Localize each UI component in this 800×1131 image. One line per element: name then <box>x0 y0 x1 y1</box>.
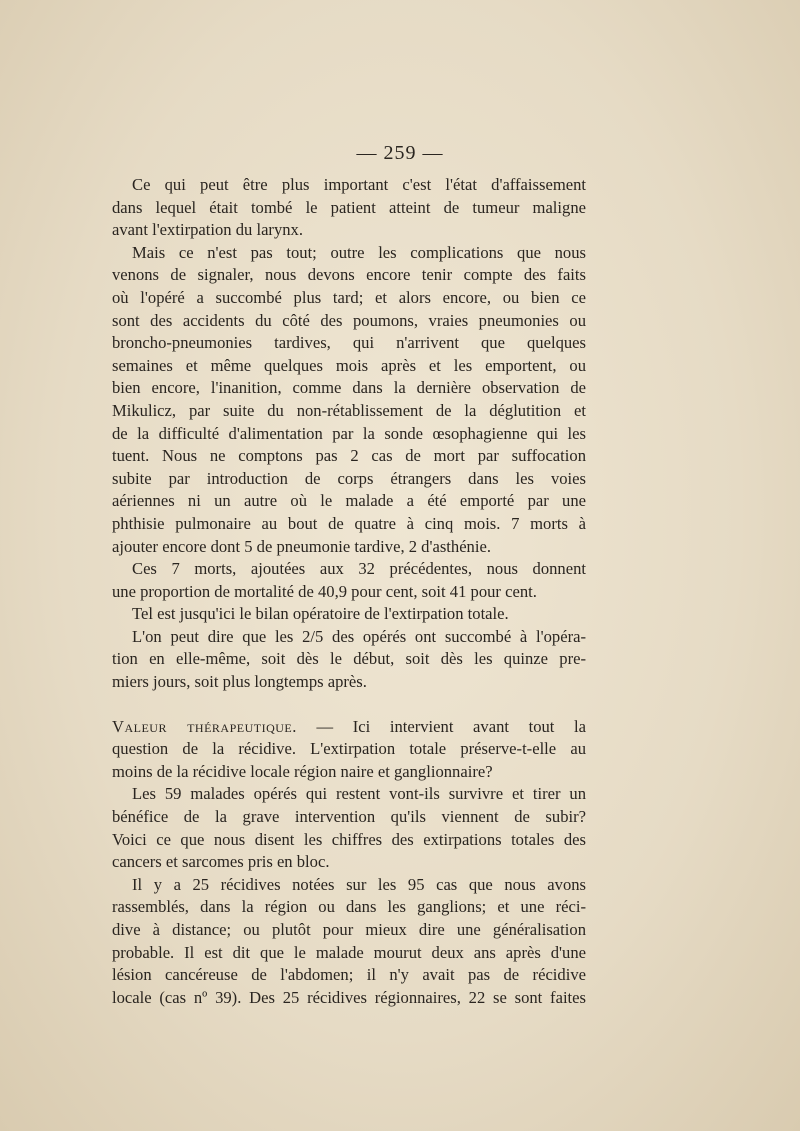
text-line: Les 59 malades opérés qui restent vont-ils survivre et tirer un <box>132 784 586 804</box>
paragraph <box>112 558 586 603</box>
text-run: — Ici intervient avant tout la <box>316 716 587 736</box>
text-line: Tel est jusqu'ici le bilan opératoire de l'extirpation totale. <box>132 604 509 624</box>
text-line: bénéfice de la grave intervention qu'ils viennent de subir? <box>112 807 586 827</box>
text-line: Mikulicz, par suite du non-rétablissement de la déglutition et <box>112 400 586 420</box>
text-line: venons de signaler, nous devons encore tenir compte des faits <box>112 265 586 285</box>
text-line: Il y a 25 récidives notées sur les 95 cas que nous avons <box>132 874 586 894</box>
paragraph <box>112 242 586 558</box>
text-line: Ces 7 morts, ajoutées aux 32 précédentes, nous donnent <box>132 559 586 579</box>
text-line: semaines et même quelques mois après et les emportent, ou <box>112 355 586 375</box>
paragraph <box>112 603 586 626</box>
text-line: Mais ce n'est pas tout; outre les complications que nous <box>132 242 586 262</box>
text-line: phthisie pulmonaire au bout de quatre à cinq mois. 7 morts à <box>112 513 586 533</box>
text-line: de la difficulté d'alimentation par la sonde œsophagienne qui les <box>112 423 586 443</box>
text-line: cancers et sarcomes pris en bloc. <box>112 852 330 872</box>
text-line: subite par introduction de corps étrangers dans les voies <box>112 468 586 488</box>
section-heading: Valeur thérapeutique. <box>112 716 297 736</box>
text-line: aériennes ni un autre où le malade a été emporté par une <box>112 491 586 511</box>
text-line: dans lequel était tombé le patient atteint de tumeur maligne <box>112 197 586 217</box>
text-line: Voici ce que nous disent les chiffres des extirpations totales des <box>112 829 586 849</box>
text-line: lésion cancéreuse de l'abdomen; il n'y avait pas de récidive <box>112 965 586 985</box>
text-line: ajouter encore dont 5 de pneumonie tardive, 2 d'asthénie. <box>112 536 491 556</box>
text-line: rassemblés, dans la région ou dans les ganglions; et une réci- <box>112 897 586 917</box>
text-line: bien encore, l'inanition, comme dans la dernière observation de <box>112 378 586 398</box>
text-line: question de la récidive. L'extirpation totale préserve-t-elle au <box>112 739 586 759</box>
paragraph <box>112 626 586 694</box>
text-line: moins de la récidive locale région naire et ganglionnaire? <box>112 761 493 781</box>
text-line: dive à distance; ou plutôt pour mieux dire une généralisation <box>112 920 586 939</box>
text-line: broncho-pneumonies tardives, qui n'arrivent que quelques <box>112 333 586 353</box>
text-line: locale (cas nº 39). Des 25 récidives régionnaires, 22 se sont faites <box>112 987 586 1007</box>
text-line: tuent. Nous ne comptons pas 2 cas de mort par suffocation <box>112 446 586 466</box>
text-line: L'on peut dire que les 2/5 des opérés ont succombé à l'opéra- <box>132 626 586 646</box>
text-line: miers jours, soit plus longtemps après. <box>112 672 367 692</box>
paragraph <box>112 874 586 1010</box>
text-line: tion en elle-même, soit dès le début, soit dès les quinze pre- <box>112 649 586 669</box>
text-line: sont des accidents du côté des poumons, vraies pneumonies ou <box>112 310 586 330</box>
text-line: une proportion de mortalité de 40,9 pour cent, soit 41 pour cent. <box>112 581 537 601</box>
text-line <box>112 716 586 739</box>
body-text <box>112 174 586 1009</box>
paragraph <box>112 783 586 873</box>
page-number: — 259 — <box>356 142 444 164</box>
text-line: où l'opéré a succombé plus tard; et alors encore, ou bien ce <box>112 287 586 307</box>
section-paragraph <box>112 716 586 784</box>
text-line: probable. Il est dit que le malade mourut deux ans après d'une <box>112 942 586 962</box>
text-line: avant l'extirpation du larynx. <box>112 220 303 240</box>
text-line: Ce qui peut être plus important c'est l'état d'affaissement <box>132 175 586 194</box>
paragraph <box>112 174 586 242</box>
